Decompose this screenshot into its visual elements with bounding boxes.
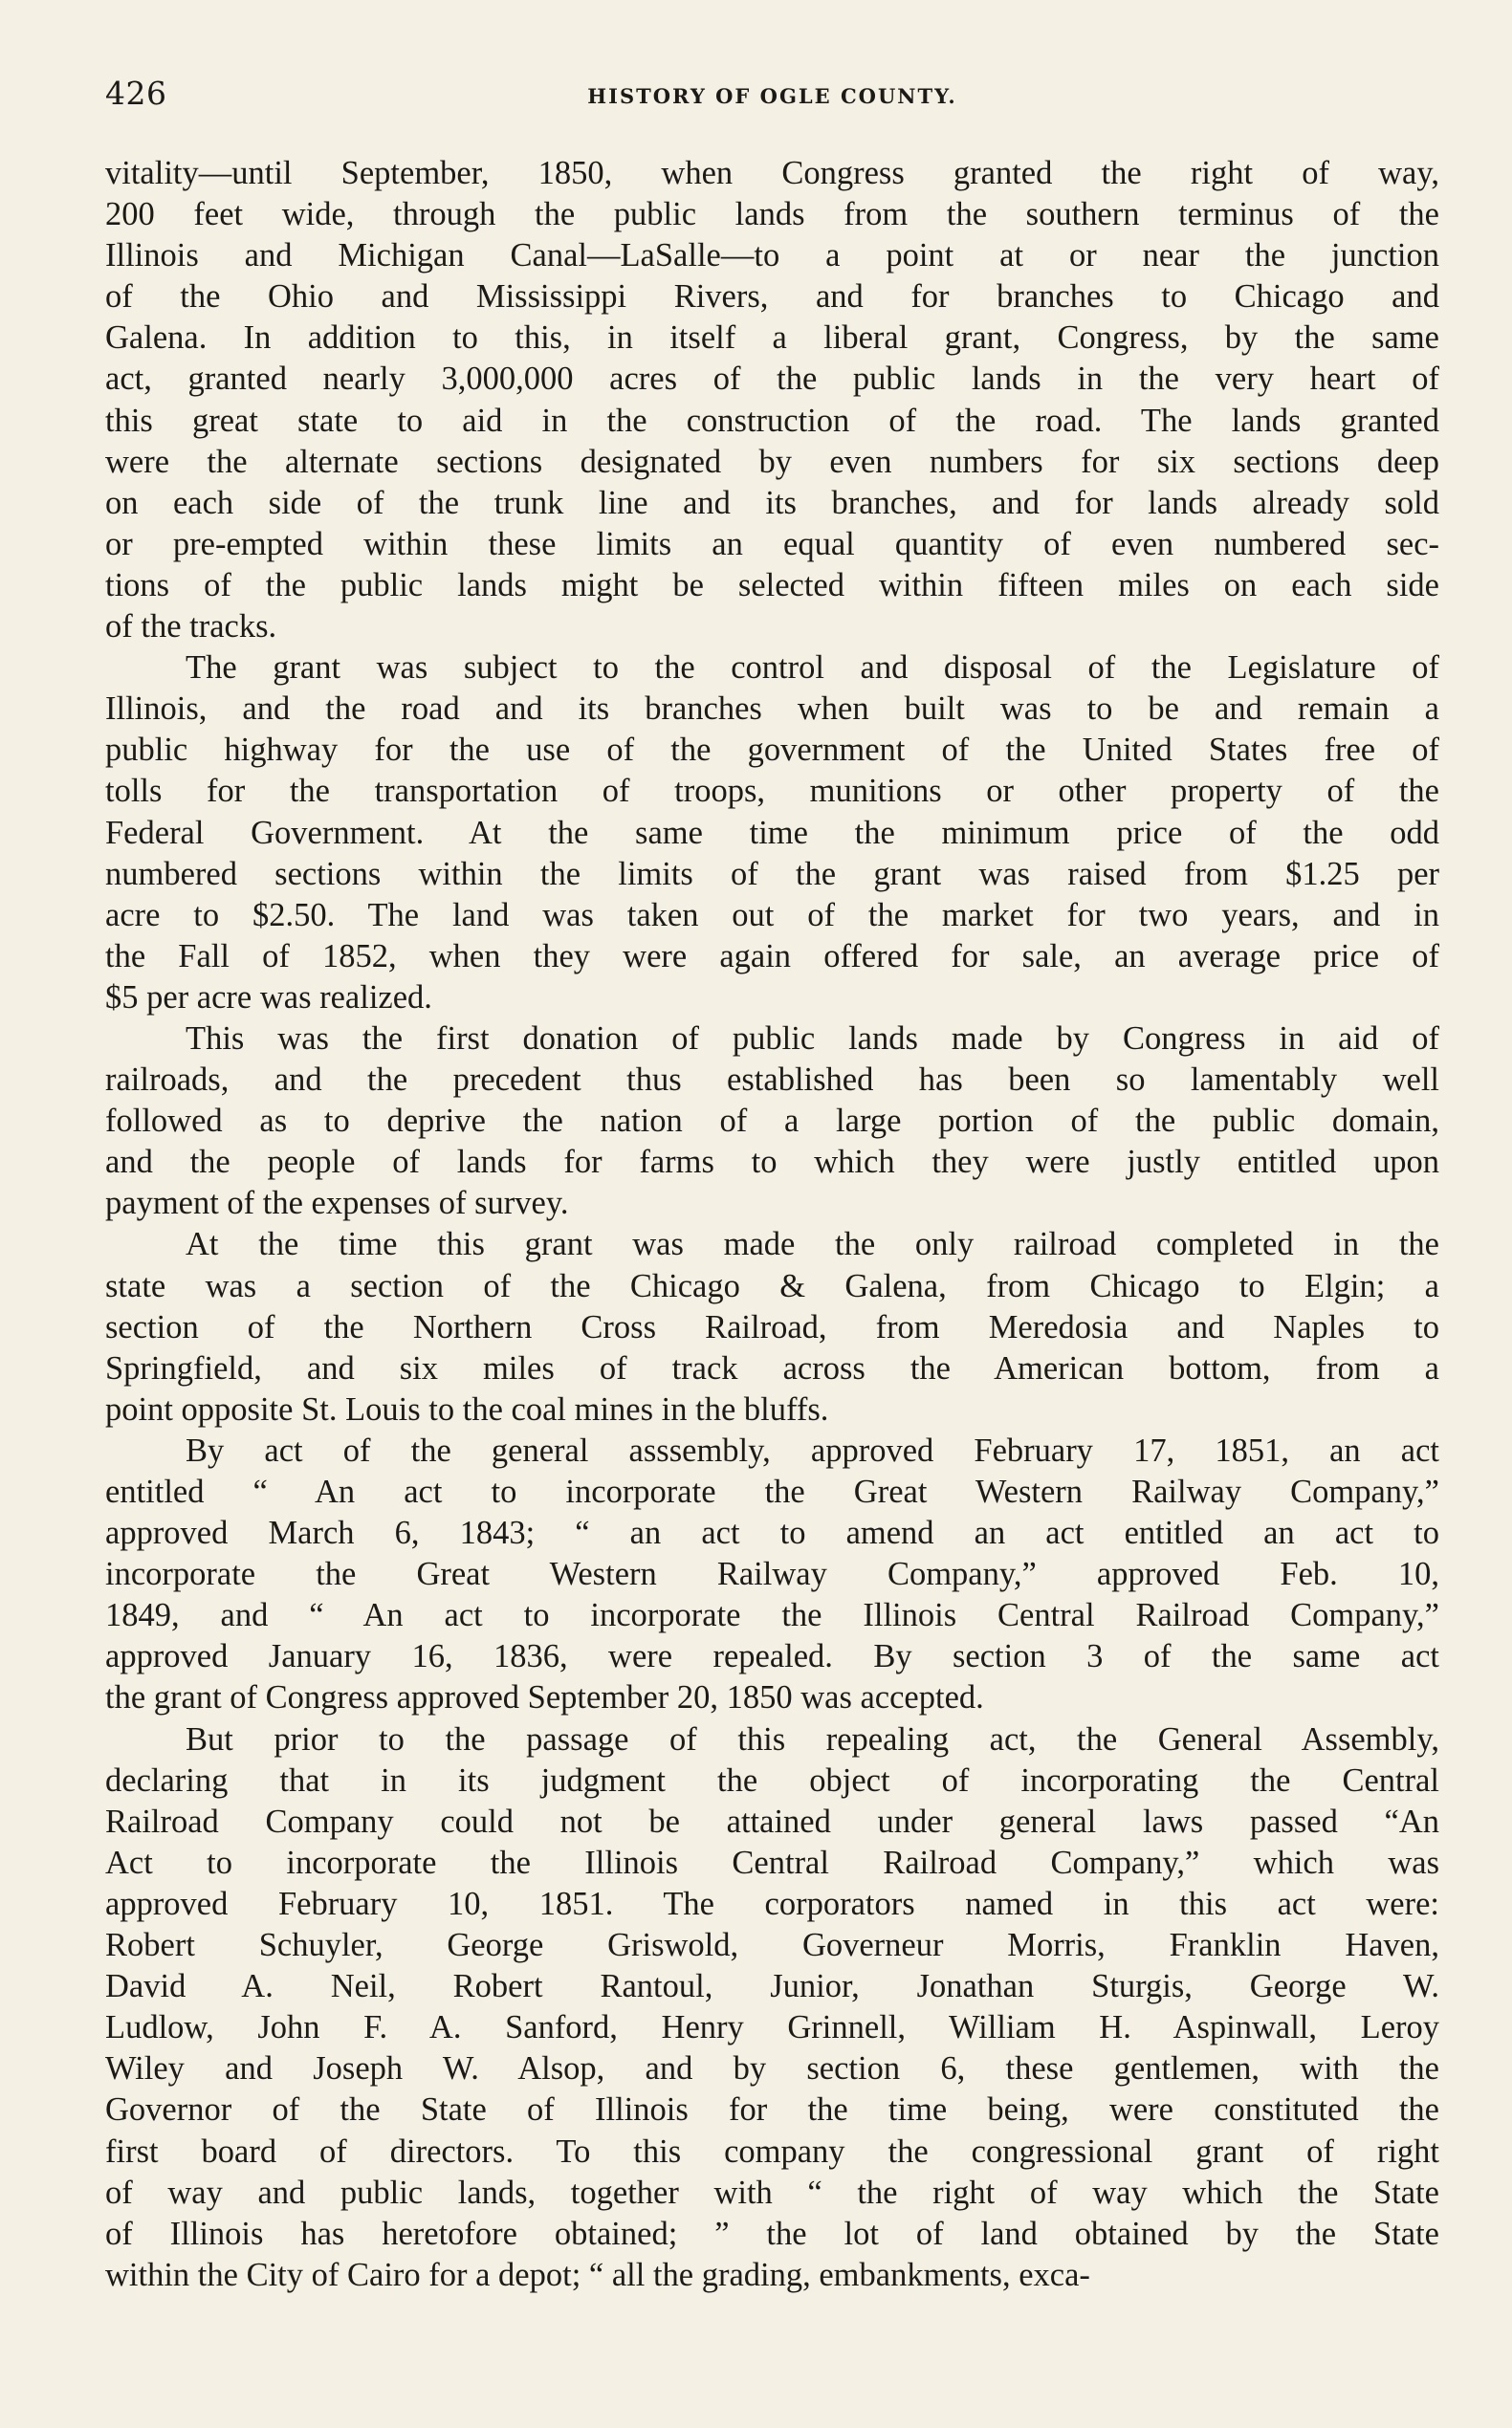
text-line: point opposite St. Louis to the coal mines in the bluffs.: [105, 1390, 829, 1428]
text-line: Act to incorporate the Illinois Central Railroad Company,” which was: [105, 1844, 1439, 1881]
text-line: But prior to the passage of this repealing act, the General Assembly,: [186, 1720, 1439, 1758]
text-line: were the alternate sections designated by even numbers for six sections deep: [105, 443, 1439, 480]
text-line: At the time this grant was made the only railroad completed in the: [186, 1226, 1439, 1263]
text-line: approved March 6, 1843; “ an act to amend an act entitled an act to: [105, 1515, 1439, 1552]
text-line: Wiley and Joseph W. Alsop, and by section 6, these gentlemen, with the: [105, 2050, 1439, 2088]
text-line: state was a section of the Chicago & Galena, from Chicago to Elgin; a: [105, 1267, 1439, 1304]
text-line: section of the Northern Cross Railroad, from Meredosia and Naples to: [105, 1308, 1439, 1345]
text-line: public highway for the use of the government of the United States free of: [105, 732, 1439, 769]
page-header: [105, 75, 1439, 122]
paragraph: [105, 1431, 1439, 1719]
text-line: on each side of the trunk line and its branches, and for lands already sold: [105, 484, 1439, 521]
text-line: payment of the expenses of survey.: [105, 1185, 569, 1222]
text-line: The grant was subject to the control and disposal of the Legislature of: [186, 649, 1439, 687]
text-line: Illinois and Michigan Canal—LaSalle—to a point at or near the junction: [105, 237, 1439, 274]
text-line: David A. Neil, Robert Rantoul, Junior, Jonathan Sturgis, George W.: [105, 1968, 1439, 2005]
text-line: Galena. In addition to this, in itself a liberal grant, Congress, by the same: [105, 319, 1439, 357]
text-line: Springfield, and six miles of track across the American bottom, from a: [105, 1349, 1439, 1387]
text-line: Ludlow, John F. A. Sanford, Henry Grinnell, William H. Aspinwall, Leroy: [105, 2009, 1439, 2046]
paragraph: [105, 1719, 1439, 2296]
running-head: HISTORY OF OGLE COUNTY.: [587, 84, 957, 108]
text-line: first board of directors. To this company the congressional grant of right: [105, 2133, 1439, 2170]
text-line: Illinois, and the road and its branches when built was to be and remain a: [105, 690, 1439, 728]
text-line: numbered sections within the limits of the grant was raised from $1.25 per: [105, 855, 1439, 892]
text-line: act, granted nearly 3,000,000 acres of the public lands in the very heart of: [105, 361, 1439, 398]
text-line: followed as to deprive the nation of a large portion of the public domain,: [105, 1103, 1439, 1140]
text-line: or pre-empted within these limits an equal quantity of even numbered sec-: [105, 525, 1439, 562]
text-line: Robert Schuyler, George Griswold, Governeur Morris, Franklin Haven,: [105, 1927, 1439, 1964]
text-line: the Fall of 1852, when they were again offered for sale, an average price of: [105, 937, 1439, 974]
text-line: the grant of Congress approved September 20, 1850 was accepted.: [105, 1679, 984, 1717]
text-line: Federal Government. At the same time the minimum price of the odd: [105, 814, 1439, 851]
text-line: of Illinois has heretofore obtained; ” the lot of land obtained by the State: [105, 2215, 1439, 2252]
page-number: 426: [105, 75, 167, 112]
text-line: tions of the public lands might be selected within fifteen miles on each side: [105, 566, 1439, 603]
body-text: [105, 153, 1439, 2296]
text-line: of the Ohio and Mississippi Rivers, and for branches to Chicago and: [105, 278, 1439, 316]
text-line: approved February 10, 1851. The corporators named in this act were:: [105, 1885, 1439, 1922]
paragraph: [105, 1224, 1439, 1430]
text-line: of way and public lands, together with “ the right of way which the State: [105, 2174, 1439, 2211]
paragraph: [105, 1018, 1439, 1224]
text-line: Railroad Company could not be attained under general laws passed “An: [105, 1803, 1439, 1840]
text-line: declaring that in its judgment the object of incorporating the Central: [105, 1761, 1439, 1799]
text-line: 200 feet wide, through the public lands from the southern terminus of the: [105, 196, 1439, 233]
text-line: incorporate the Great Western Railway Company,” approved Feb. 10,: [105, 1556, 1439, 1593]
text-line: approved January 16, 1836, were repealed. By section 3 of the same act: [105, 1638, 1439, 1675]
text-line: and the people of lands for farms to which they were justly entitled upon: [105, 1144, 1439, 1181]
text-line: Governor of the State of Illinois for the time being, were constituted the: [105, 2091, 1439, 2129]
text-line: this great state to aid in the construction of the road. The lands granted: [105, 402, 1439, 439]
text-line: 1849, and “ An act to incorporate the Illinois Central Railroad Company,”: [105, 1597, 1439, 1634]
text-line: $5 per acre was realized.: [105, 978, 432, 1016]
text-line: railroads, and the precedent thus established has been so lamentably well: [105, 1061, 1439, 1099]
paragraph: [105, 647, 1439, 1018]
text-line: of the tracks.: [105, 608, 277, 645]
text-line: vitality—until September, 1850, when Congress granted the right of way,: [105, 155, 1439, 191]
text-line: entitled “ An act to incorporate the Great Western Railway Company,”: [105, 1474, 1439, 1510]
paragraph: [105, 153, 1439, 647]
text-line: tolls for the transportation of troops, munitions or other property of the: [105, 773, 1439, 810]
text-line: within the City of Cairo for a depot; “ all the grading, embankments, exca-: [105, 2256, 1090, 2293]
text-line: acre to $2.50. The land was taken out of the market for two years, and in: [105, 896, 1439, 933]
text-line: By act of the general asssembly, approved February 17, 1851, an act: [186, 1432, 1439, 1469]
text-line: This was the first donation of public lands made by Congress in aid of: [186, 1019, 1439, 1057]
